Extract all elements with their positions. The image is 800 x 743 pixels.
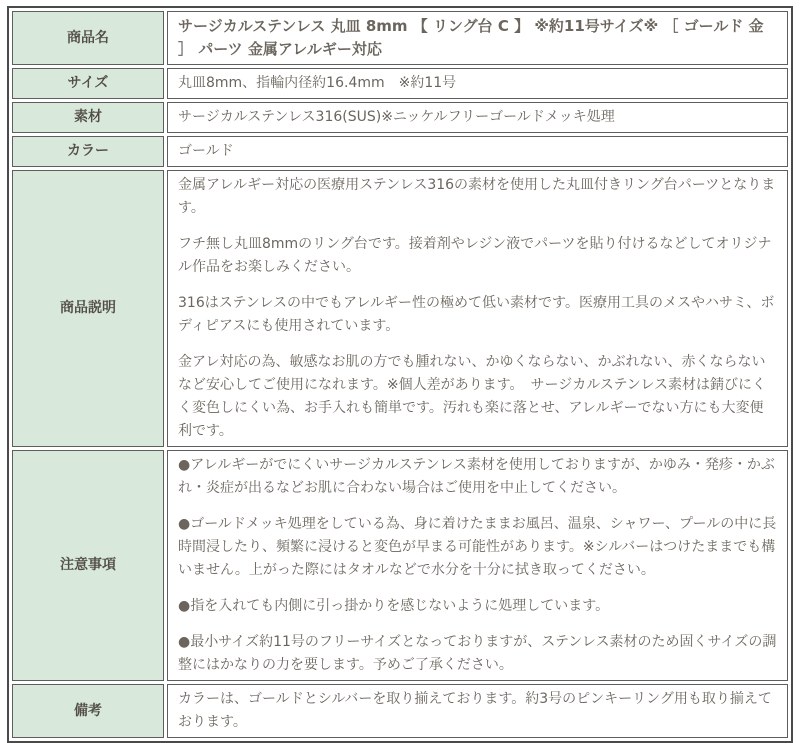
product-name-text: サージカルステンレス 丸皿 8mm 【 リング台 C 】 ※約11号サイズ※ ［ ゴールド 金 ］ パーツ 金属アレルギー対応 [178, 17, 764, 58]
row-label-description: 商品説明 [12, 170, 164, 447]
precaution-item: ●指を入れても内側に引っ掛かりを感じないように処理しています。 [178, 598, 610, 614]
row-content-notes [167, 684, 788, 738]
row-label-color: カラー [12, 136, 164, 167]
row-label-size: サイズ [12, 68, 164, 99]
precaution-item: ●ゴールドメッキ処理をしている為、身に着けたままお風呂、温泉、シャワー、プールの中に長時間浸したり、頻繁に浸けると変色が早まる可能性があります。※シルバーはつけたままでも構いません。上がった際にはタオルなどで水分を十分に拭き取ってください。 [178, 516, 777, 578]
notes-text: カラーは、ゴールドとシルバーを取り揃えております。約3号のピンキーリング用も取り揃えております。 [178, 691, 772, 730]
table-row-size [12, 68, 788, 99]
table-row-description [12, 170, 788, 447]
description-paragraph: 316はステンレスの中でもアレルギー性の極めて低い素材です。医療用工具のメスやハサミ、ボディピアスにも使用されています。 [178, 295, 775, 334]
size-text: 丸皿8mm、指輪内径約16.4mm ※約11号 [178, 75, 457, 91]
product-spec-table [7, 6, 793, 743]
color-text: ゴールド [178, 143, 234, 159]
description-paragraph: 金属アレルギー対応の医療用ステンレス316の素材を使用した丸皿付きリング台パーツとなります。 [178, 177, 776, 216]
material-text: サージカルステンレス316(SUS)※ニッケルフリーゴールドメッキ処理 [178, 109, 615, 125]
row-label-material: 素材 [12, 102, 164, 133]
precaution-item: ●アレルギーがでにくいサージカルステンレス素材を使用しておりますが、かゆみ・発疹・かぶれ・炎症が出るなどお肌に合わない場合はご使用を中止してください。 [178, 457, 775, 496]
table-row-product-name [12, 11, 788, 65]
row-content-description [167, 170, 788, 447]
table-row-color [12, 136, 788, 167]
row-content-product-name [167, 11, 788, 65]
row-content-size [167, 68, 788, 99]
row-label-product-name: 商品名 [12, 11, 164, 65]
row-label-precautions: 注意事項 [12, 450, 164, 681]
description-paragraph: フチ無し丸皿8mmのリング台です。接着剤やレジン液でパーツを貼り付けるなどしてオリジナル作品をお楽しみください。 [178, 236, 772, 275]
row-label-notes: 備考 [12, 684, 164, 738]
table-row-notes [12, 684, 788, 738]
table-row-precautions [12, 450, 788, 681]
table-row-material [12, 102, 788, 133]
precaution-item: ●最小サイズ約11号のフリーサイズとなっておりますが、ステンレス素材のため固くサイズの調整にはかなりの力を要します。予めご了承ください。 [178, 634, 777, 673]
row-content-material [167, 102, 788, 133]
row-content-precautions [167, 450, 788, 681]
row-content-color [167, 136, 788, 167]
description-paragraph: 金アレ対応の為、敏感なお肌の方でも腫れない、かゆくならない、かぶれない、赤くならないなど安心してご使用になれます。※個人差があります。 サージカルステンレス素材は錆びにくく変色しにくい為、お手入れも簡単です。汚れも楽に落とせ、アレルギーでない方にも大変便利です。 [178, 354, 767, 439]
